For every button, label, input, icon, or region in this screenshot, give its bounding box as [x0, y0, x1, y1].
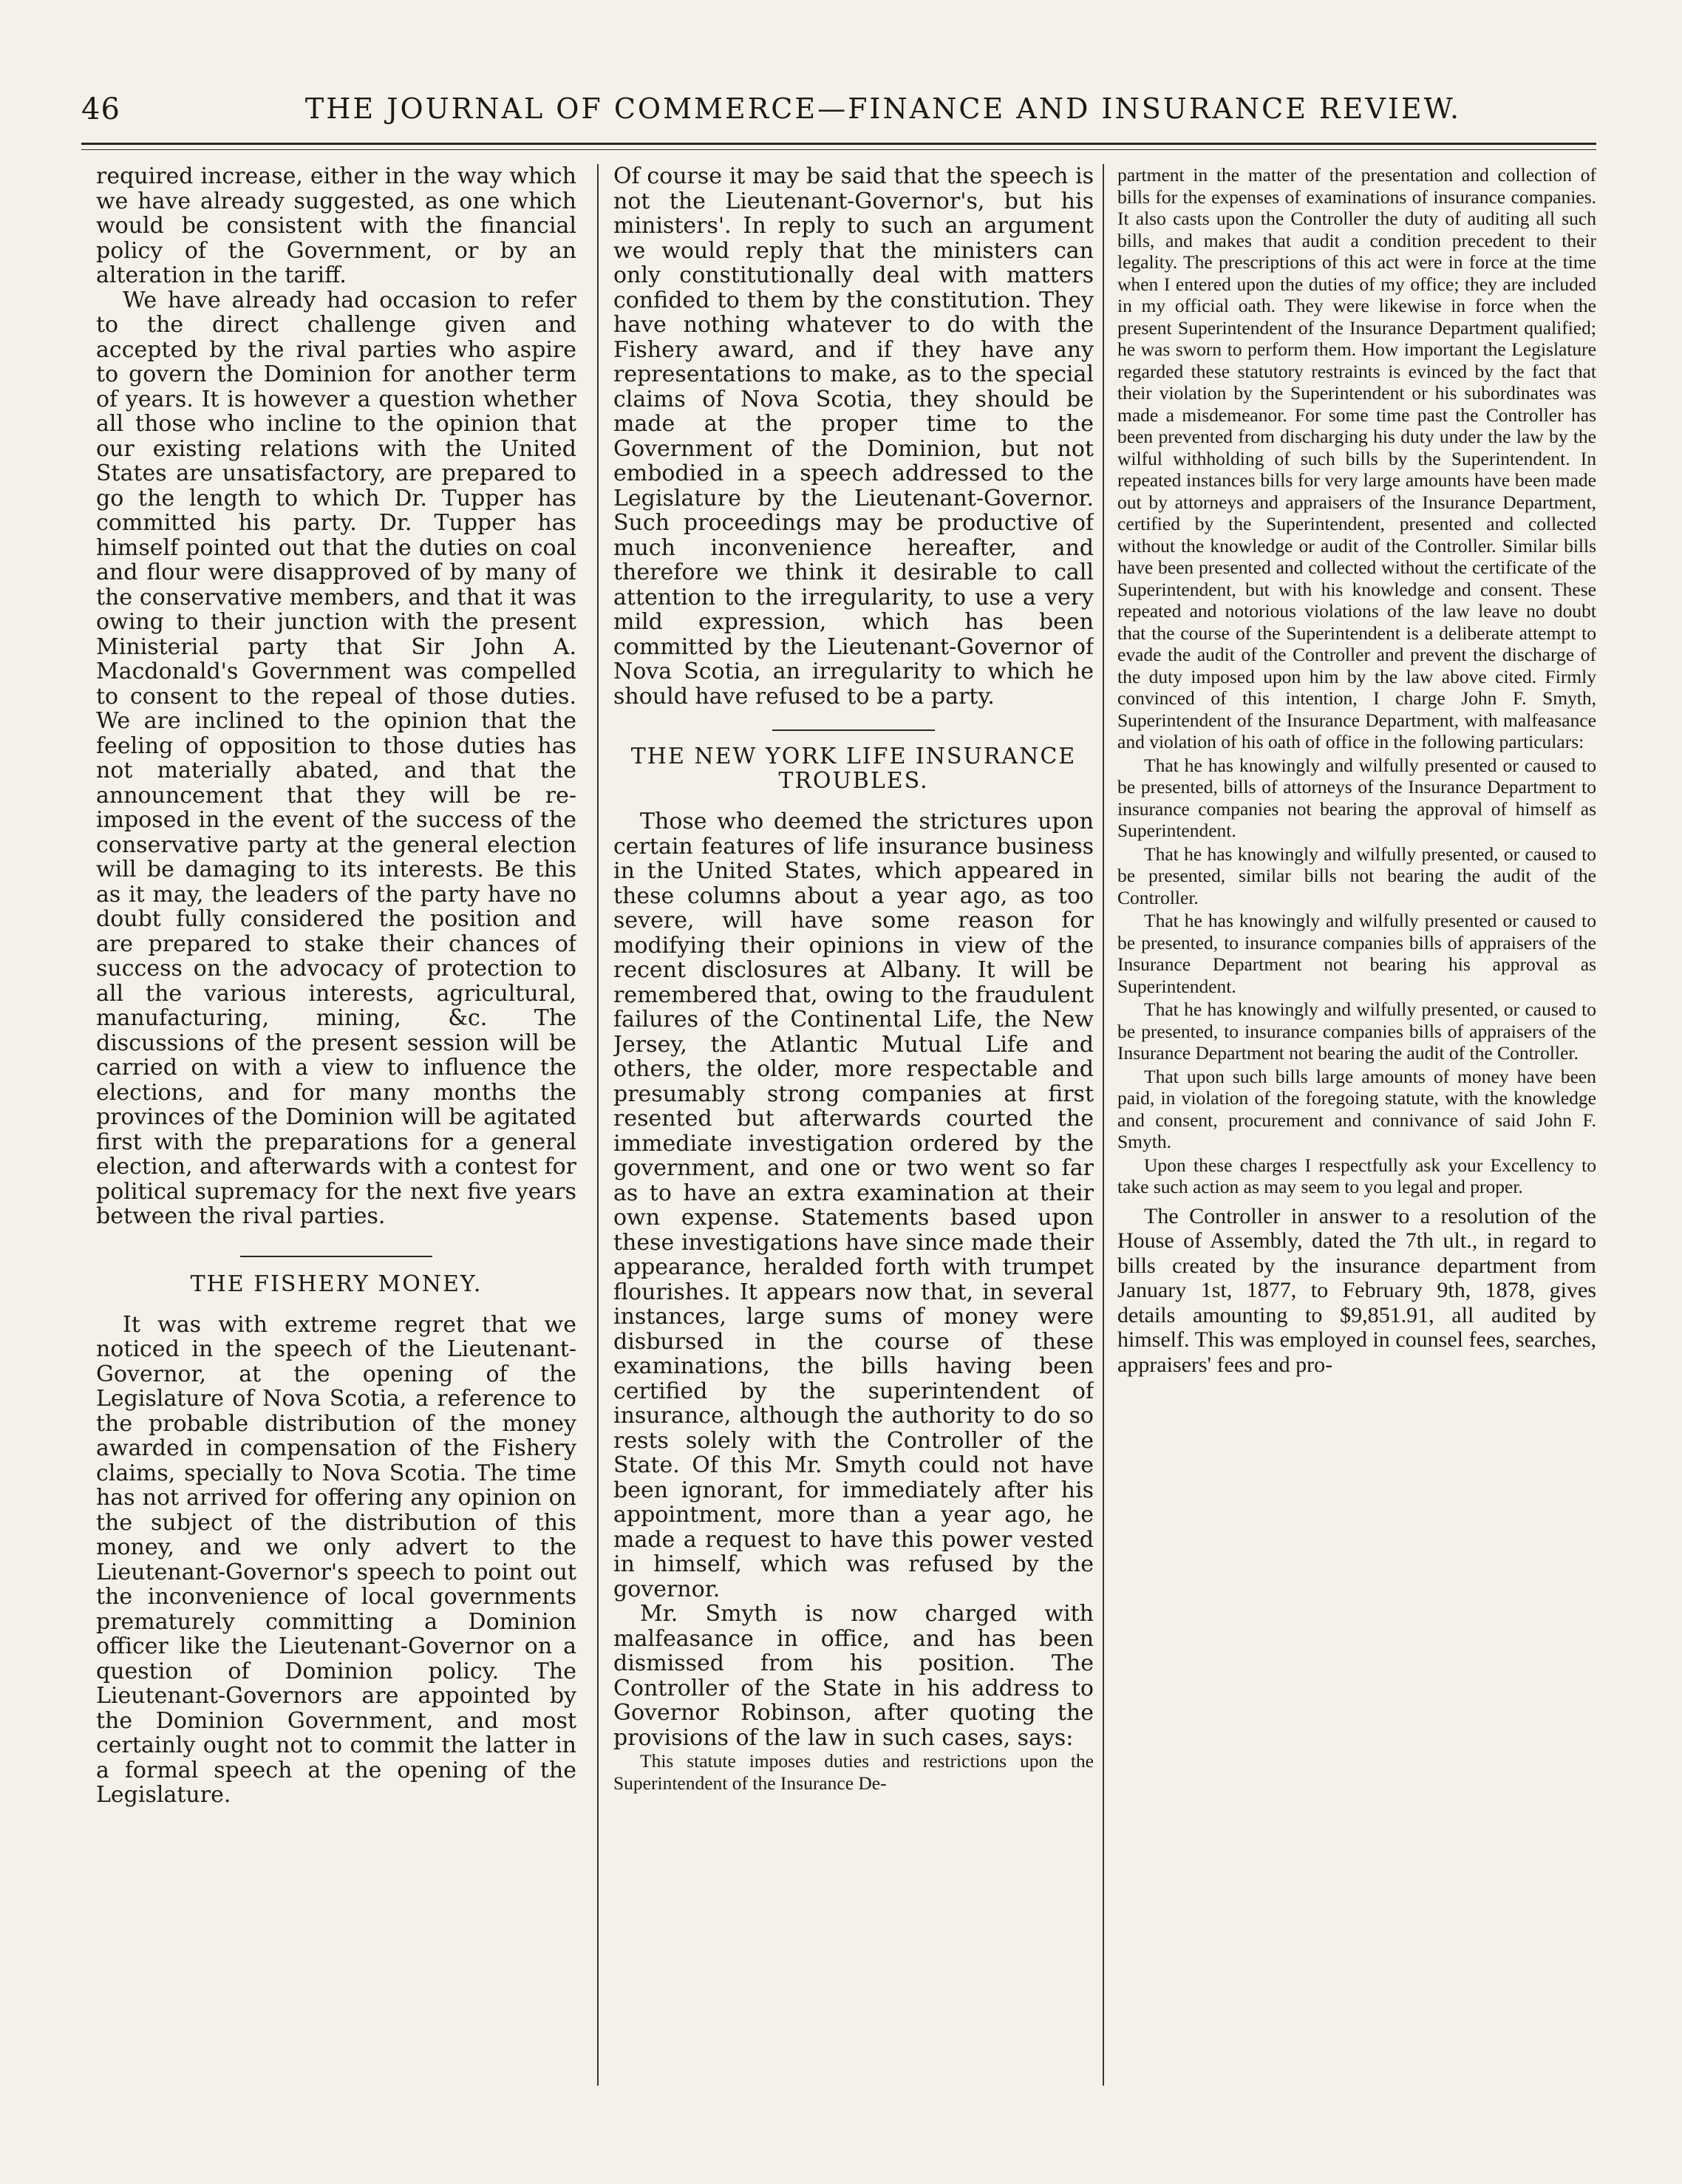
col3-paragraph-1: partment in the matter of the presentation and collection of bills for the expenses of examinations of insurance companies. It also casts upon the Controller the duty of auditing all such bills, and makes that audit a condition precedent to their legality. The prescriptions of this act were in force at the time when I entered upon the duties of my office; they are included in my official oath. They were likewise in force when the present Superintendent of the Insurance Department qualified; he was sworn to perform them. How important the Legislature regarded these statutory restraints is evinced by the fact that their violation by the Superintendent or his subordinates was made a misdemeanor. For some time past the Controller has been prevented from discharging his duty under the law by the wilful withholding of such bills by the Superintendent. In repeated instances bills for very large amounts have been made out by attorneys and appraisers of the Insurance Department, certified by the Superintendent, presented and collected without the knowledge or audit of the Controller. Similar bills have been presented and collected without the certificate of the Superintendent, but with his knowledge and consent. These repeated and notorious violations of the law leave no doubt that the course of the Superintendent is a deliberate attempt to evade the audit of the Controller and prevent the discharge of the duty imposed upon him by the law above cited. Firmly convinced of this intention, I charge John F. Smyth, Superintendent of the Insurance Department, with malfeasance and violation of his oath of office in the following particulars: — [1117, 164, 1596, 752]
header-rule-thick — [81, 143, 1596, 145]
section-rule-fishery — [240, 1256, 432, 1257]
col3-paragraph-7: Upon these charges I respectfully ask your Excellency to take such action as may seem to you legal and proper. — [1117, 1154, 1596, 1197]
column-divider-left — [597, 164, 599, 2086]
col1-paragraph-1: required increase, either in the way which we have already suggested, as one which would be consistent with the financial policy of the Government, or by an alteration in the tariff. — [96, 164, 576, 288]
heading-new-york-life: THE NEW YORK LIFE INSURANCE TROUBLES. — [630, 744, 1077, 794]
col2-paragraph-1: Of course it may be said that the speech is not the Lieutenant-Governor's, but his ministers'. In reply to such an argument we would reply that the ministers can only constitutionally deal with matters confided to them by the constitution. They have nothing whatever to do with the Fishery award, and if they have any representations to make, as to the special claims of Nova Scotia, they should be made at the proper time to the Government of the Dominion, but not embodied in a speech addressed to the Legislature by the Lieutenant-Governor. Such proceedings may be productive of much inconvenience hereafter, and therefore we think it desirable to call attention to the irregularity, to use a very mild expression, which has been committed by the Lieutenant-Governor of Nova Scotia, an irregularity to which he should have refused to be a party. — [613, 164, 1094, 710]
col2-paragraph-3: Mr. Smyth is now charged with malfeasance in office, and has been dismissed from his position. The Controller of the State in his address to Governor Robinson, after quoting the provisions of the law in such cases, says: — [613, 1601, 1094, 1751]
header-rule-thin — [81, 149, 1596, 150]
heading-fishery-money: THE FISHERY MONEY. — [190, 1270, 483, 1297]
column-right — [1117, 164, 1596, 2152]
col1-paragraph-2: We have already had occasion to refer to the direct challenge given and accepted by the rival parties who aspire to govern the Dominion for another term of years. It is however a question whether all those who incline to the opinion that our existing relations with the United States are unsatisfactory, are prepared to go the length to which Dr. Tupper has committed his party. Dr. Tupper has himself pointed out that the duties on coal and flour were disapproved of by many of the conservative members, and that it was owing to their junction with the present Ministerial party that Sir John A. Macdonald's Government was compelled to consent to the repeal of those duties. We are inclined to the opinion that the feeling of opposition to those duties has not materially abated, and that the announcement that they will be re-imposed in the event of the success of the conservative party at the general election will be damaging to its interests. Be this as it may, the leaders of the party have no doubt fully considered the position and are prepared to stake their chances of success on the advocacy of protection to all the various interests, agricultural, manufacturing, mining, &c. The discussions of the present session will be carried on with a view to influence the elections, and for many months the provinces of the Dominion will be agitated first with the preparations for a general election, and afterwards with a contest for political supremacy for the next five years between the rival parties. — [96, 287, 576, 1229]
col2-paragraph-4: This statute imposes duties and restrictions upon the Superintendent of the Insurance De- — [613, 1750, 1094, 1794]
col3-paragraph-2: That he has knowingly and wilfully presented or caused to be presented, bills of attorneys of the Insurance Department to insurance companies not bearing the approval of himself as Superintendent. — [1117, 754, 1596, 841]
col1-paragraph-3: It was with extreme regret that we noticed in the speech of the Lieutenant-Governor, at the opening of the Legislature of Nova Scotia, a reference to the probable distribution of the money awarded in compensation of the Fishery claims, specially to Nova Scotia. The time has not arrived for offering any opinion on the subject of the distribution of this money, and we only advert to the Lieutenant-Governor's speech to point out the inconvenience of local governments prematurely committing a Dominion officer like the Lieutenant-Governor on a question of Dominion policy. The Lieutenant-Governors are appointed by the Dominion Government, and most certainly ought not to commit the latter in a formal speech at the opening of the Legislature. — [96, 1311, 576, 1808]
page-number: 46 — [81, 92, 120, 126]
col3-paragraph-6: That upon such bills large amounts of money have been paid, in violation of the foregoing statute, with the knowledge and consent, procurement and connivance of said John F. Smyth. — [1117, 1065, 1596, 1152]
col3-paragraph-5: That he has knowingly and wilfully presented, or caused to be presented, to insurance companies bills of appraisers of the Insurance Department not bearing the audit of the Controller. — [1117, 999, 1596, 1064]
column-divider-right — [1103, 164, 1104, 2086]
col3-paragraph-4: That he has knowingly and wilfully presented or caused to be presented, to insurance companies bills of appraisers of the Insurance Department not bearing his approval as Superintendent. — [1117, 910, 1596, 997]
col3-paragraph-8: The Controller in answer to a resolution of the House of Assembly, dated the 7th ult., in regard to bills created by the insurance department from January 1st, 1877, to February 9th, 1878, gives details amounting to $9,851.91, all audited by himself. This was employed in counsel fees, searches, appraisers' fees and pro- — [1117, 1203, 1596, 1377]
col3-paragraph-3: That he has knowingly and wilfully presented, or caused to be presented, similar bills not bearing the audit of the Controller. — [1117, 843, 1596, 908]
column-middle — [613, 164, 1094, 2152]
page-header — [81, 92, 1596, 137]
col2-paragraph-2: Those who deemed the strictures upon certain features of life insurance business in the United States, which appeared in these columns about a year ago, as too severe, will have some reason for modifying their opinions in view of the recent disclosures at Albany. It will be remembered that, owing to the fraudulent failures of the Continental Life, the New Jersey, the Atlantic Mutual Life and others, the older, more respectable and presumably strong companies at first resented but afterwards courted the immediate investigation ordered by the government, and one or two went so far as to have an extra examination at their own expense. Statements based upon these investigations have since made their appearance, heralded forth with trumpet flourishes. It appears now that, in several instances, large sums of money were disbursed in the course of these examinations, the bills having been certified by the superintendent of insurance, although the authority to do so rests solely with the Controller of the State. Of this Mr. Smyth could not have been ignorant, for immediately after his appointment, more than a year ago, he made a request to have this power vested in himself, which was refused by the governor. — [613, 809, 1094, 1602]
section-rule-new-york — [772, 729, 935, 731]
column-left — [96, 164, 576, 2152]
journal-title: THE JOURNAL OF COMMERCE—FINANCE AND INSURANCE REVIEW. — [304, 92, 1462, 125]
